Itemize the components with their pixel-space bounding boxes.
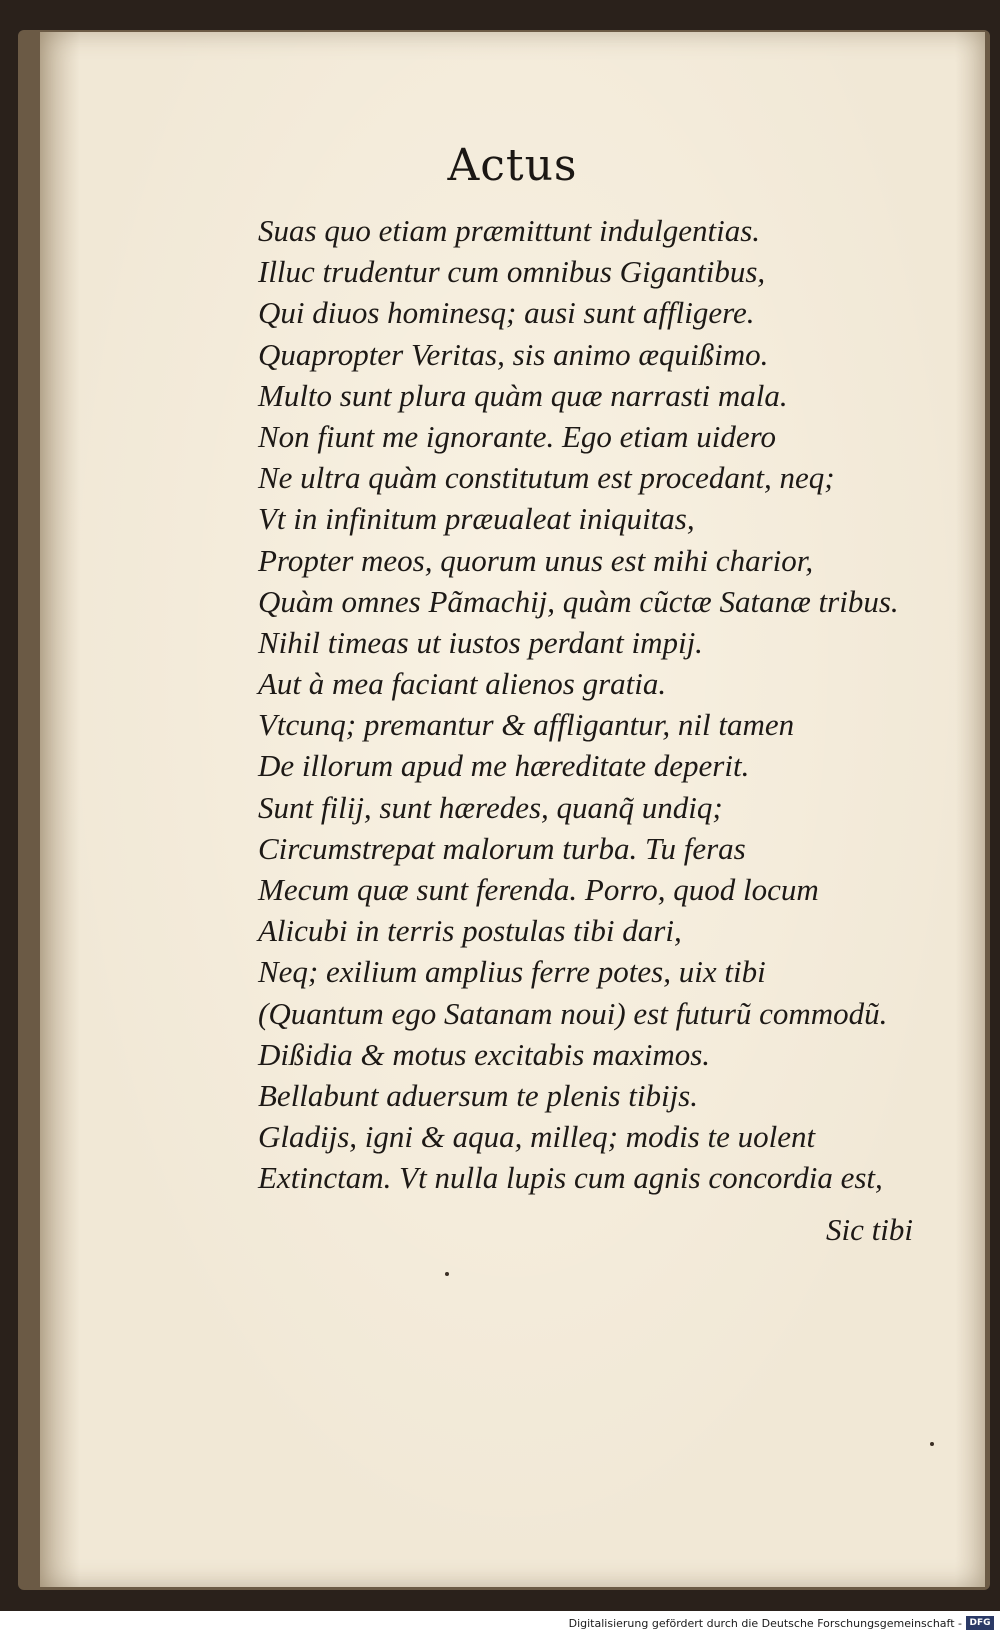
digitization-credit: Digitalisierung gefördert durch die Deutsche Forschungsgemeinschaft - [568, 1617, 962, 1630]
verse-line: Alicubi in terris postulas tibi dari, [258, 913, 682, 949]
running-head: Actus [447, 140, 578, 191]
verse-line: Illuc trudentur cum omnibus Gigantibus, [258, 254, 766, 290]
verse-line: (Quantum ego Satanam noui) est futurũ commodũ. [258, 995, 888, 1031]
book-page [40, 32, 985, 1587]
verse-line: Nihil timeas ut iustos perdant impij. [258, 624, 703, 660]
verse-line: Aut à mea faciant alienos gratia. [258, 666, 667, 702]
verse-line: Bellabunt aduersum te plenis tibijs. [258, 1077, 698, 1113]
verse-line: Mecum quæ sunt ferenda. Porro, quod locum [258, 872, 819, 907]
verse-line: Neq; exilium amplius ferre potes, uix tibi [258, 954, 766, 990]
ink-speck [930, 1442, 934, 1446]
verse-line: Sunt filij, sunt hæredes, quanq̃ undiq; [258, 789, 723, 825]
verse-line: Non fiunt me ignorante. Ego etiam uidero [258, 418, 777, 454]
verse-line: Vtcunq; premantur & affligantur, nil tamen [258, 707, 795, 743]
dfg-logo: DFG [966, 1616, 994, 1630]
verse-line: Ne ultra quàm constitutum est procedant, neq; [258, 460, 835, 496]
catchword: Sic tibi [826, 1212, 913, 1247]
verse-line: Multo sunt plura quàm quæ narrasti mala. [258, 377, 788, 413]
verse-line: Quapropter Veritas, sis animo æquißimo. [258, 336, 769, 372]
verse-line: Quàm omnes Pãmachij, quàm cũctæ Satanæ tribus. [258, 583, 899, 619]
verse-line: Suas quo etiam præmittunt indulgentias. [258, 213, 761, 248]
verse-line: De illorum apud me hæreditate deperit. [258, 748, 750, 784]
verse-line: Gladijs, igni & aqua, milleq; modis te uolent [258, 1119, 816, 1155]
verse-line: Dißidia & motus excitabis maximos. [258, 1036, 711, 1072]
verse-line: Qui diuos hominesq; ausi sunt affligere. [258, 295, 755, 331]
verse-line: Vt in infinitum præualeat iniquitas, [258, 501, 695, 537]
verse-line: Propter meos, quorum unus est mihi charior, [258, 542, 814, 578]
footer-bar [0, 1611, 1000, 1633]
verse-line: Extinctam. Vt nulla lupis cum agnis concordia est, [258, 1160, 883, 1196]
verse-text-block [258, 210, 978, 1199]
ink-speck [445, 1272, 449, 1276]
verse-line: Circumstrepat malorum turba. Tu feras [258, 830, 746, 866]
